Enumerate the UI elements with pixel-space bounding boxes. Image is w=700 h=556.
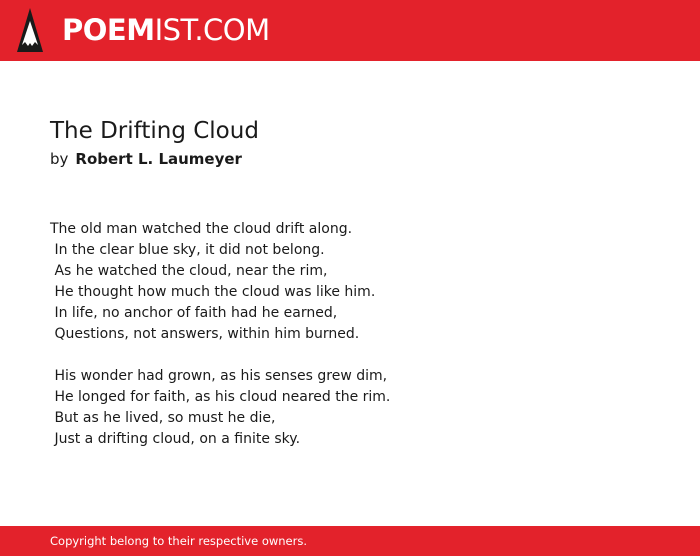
pencil-icon[interactable] — [17, 8, 43, 52]
poem-line: He longed for faith, as his cloud neared the rim. — [50, 389, 391, 405]
logo-text-bold: POEM — [62, 13, 155, 47]
poem-stanza — [50, 366, 390, 450]
by-label: by — [50, 150, 69, 168]
poem-line: He thought how much the cloud was like him. — [50, 284, 376, 300]
poem-line: In the clear blue sky, it did not belong. — [50, 242, 325, 258]
poem-line: In life, no anchor of faith had he earned, — [50, 305, 338, 321]
site-logo[interactable] — [62, 13, 270, 47]
poem-line: As he watched the cloud, near the rim, — [50, 263, 328, 279]
poem-byline — [50, 149, 242, 169]
poem-title: The Drifting Cloud — [50, 118, 259, 144]
author-name: Robert L. Laumeyer — [75, 150, 242, 168]
poem-stanza — [50, 219, 390, 345]
poem-body — [50, 219, 390, 450]
logo-text-light: IST.COM — [154, 13, 270, 47]
site-header — [0, 0, 700, 61]
poem-line: His wonder had grown, as his senses grew dim, — [50, 368, 388, 384]
poem-line: The old man watched the cloud drift along. — [50, 221, 353, 237]
poem-line: But as he lived, so must he die, — [50, 410, 276, 426]
copyright-text: Copyright belong to their respective owners. — [50, 534, 308, 548]
poem-line: Questions, not answers, within him burned. — [50, 326, 360, 342]
poem-line: Just a drifting cloud, on a finite sky. — [50, 431, 301, 447]
site-footer — [0, 526, 700, 556]
